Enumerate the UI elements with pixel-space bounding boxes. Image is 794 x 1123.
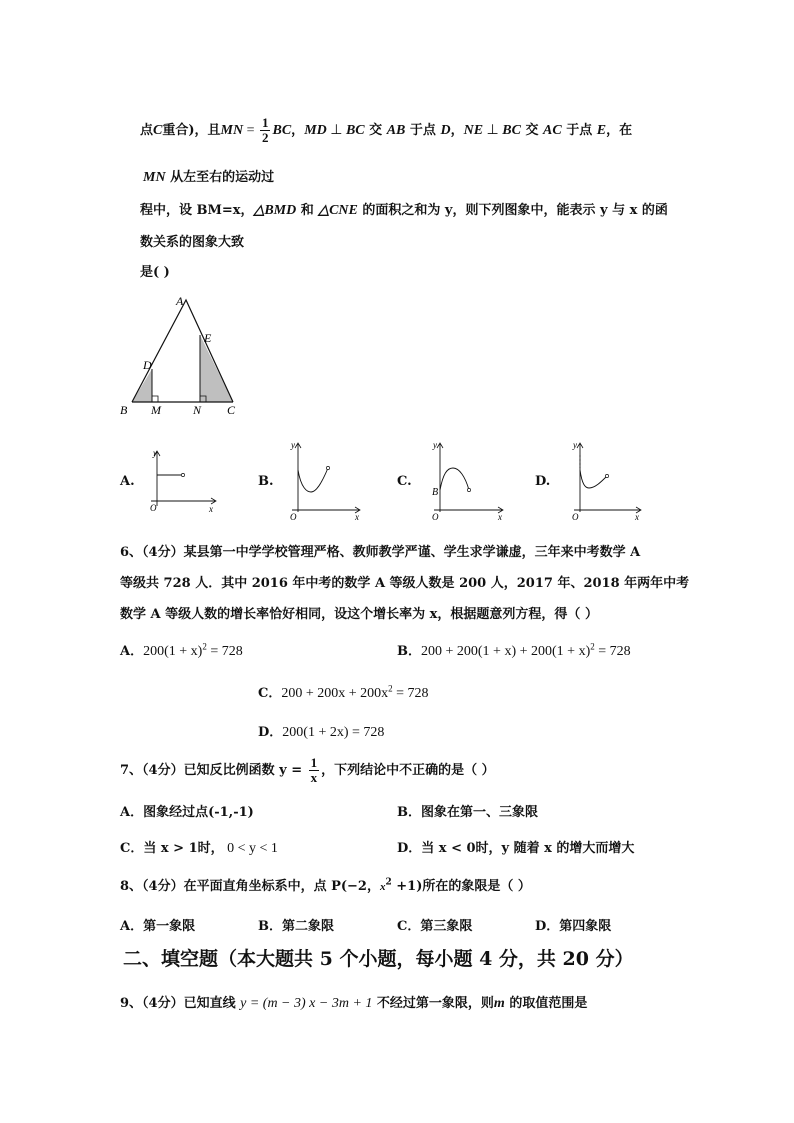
q8-option-A[interactable]: A．第一象限 — [120, 919, 196, 934]
var-C: C — [153, 123, 163, 138]
q9-stem: 9、（4分）已知直线 y = (m − 3) x − 3m + 1 不经过第一象限，则m 的取值范围是 — [120, 996, 588, 1011]
graph-option-A — [145, 448, 220, 516]
var-BC: BC — [272, 123, 292, 138]
q6-line3: 数学 A 等级人数的增长率恰好相同，设这个增长率为 x，根据题意列方程，得（ ） — [120, 607, 598, 622]
triangle-CNE: △CNE — [318, 203, 358, 218]
graph-option-D — [565, 440, 645, 522]
q7-option-D[interactable]: D．当 x < 0时，y 随着 x 的增大而增大 — [397, 841, 635, 856]
svg-text:y: y — [153, 448, 157, 458]
q7-option-C[interactable]: C．当 x > 1时， 0 < y < 1 — [120, 841, 278, 856]
q5-line4: 数关系的图象大致 — [140, 235, 245, 250]
svg-text:x: x — [635, 512, 639, 522]
label-C: C — [227, 403, 236, 417]
graph-option-A-label[interactable]: A. — [120, 474, 135, 489]
svg-text:x: x — [209, 504, 213, 514]
label-E: E — [204, 331, 212, 345]
q7-stem: 7、（4分）已知反比例函数 y = $\frac{1}{x}$ ，下列结论中不正确的是（ ） — [120, 755, 495, 785]
q6-line2: 等级共 728 人．其中 2016 年中考的数学 A 等级人数是 200 人，2017 年、2018 年两年中考 — [120, 576, 690, 591]
label-B: B — [120, 403, 128, 417]
q5-line3: 程中，设 BM=x，△BMD 和 △CNE 的面积之和为 y，则下列图象中，能表示 y 与 x 的函 — [140, 203, 668, 218]
svg-text:B: B — [432, 487, 439, 498]
label-A: A — [176, 294, 184, 308]
triangle-figure — [120, 290, 250, 420]
q5-line5: 是( ) — [140, 265, 170, 280]
triangle-BMD: △BMD — [253, 203, 297, 218]
q5-text: 点 — [140, 123, 154, 138]
svg-text:y: y — [291, 440, 295, 450]
svg-text:O: O — [432, 512, 439, 522]
svg-text:x: x — [355, 512, 359, 522]
q6-option-C[interactable]: C．$200 + 200x + 200x^2 = 728$ — [258, 683, 429, 701]
graph-option-B-label[interactable]: B. — [258, 474, 274, 489]
q7-option-B[interactable]: B．图象在第一、三象限 — [397, 805, 538, 820]
svg-text:O: O — [150, 503, 157, 513]
q5-line2: MN 从左至右的运动过 — [143, 170, 275, 185]
svg-text:O: O — [572, 512, 579, 522]
var-MN: MN — [220, 123, 244, 138]
graph-option-B — [283, 440, 363, 522]
fraction-1-over-x: $\frac{1}{x}$ — [310, 755, 318, 785]
q5-text: 重合)，且 — [162, 123, 221, 138]
q8-option-D[interactable]: D．第四象限 — [535, 919, 612, 934]
svg-text:y: y — [433, 440, 437, 450]
label-M: M — [151, 403, 161, 417]
section-heading: 二、填空题（本大题共 5 个小题，每小题 4 分，共 20 分） — [123, 948, 634, 970]
q8-option-B[interactable]: B．第二象限 — [258, 919, 334, 934]
svg-text:O: O — [290, 512, 297, 522]
q8-stem: 8、（4分）在平面直角坐标系中，点 P(−2，$x^2 +1$)所在的象限是（ ） — [120, 877, 531, 894]
label-D: D — [143, 358, 152, 372]
graph-option-C-label[interactable]: C. — [397, 474, 412, 489]
svg-text:y: y — [573, 440, 577, 450]
label-N: N — [193, 403, 202, 417]
q6-line1: 6、（4分）某县第一中学学校管理严格、教师教学严谨、学生求学谦虚，三年来中考数学 A — [120, 545, 641, 560]
q6-option-A[interactable]: A．$200(1 + x)^2 = 728$ — [120, 641, 243, 659]
q8-option-C[interactable]: C．第三象限 — [397, 919, 473, 934]
q7-option-A[interactable]: A．图象经过点(-1,-1) — [120, 805, 254, 820]
equals: = — [243, 123, 258, 138]
right-angle-mark-M — [152, 396, 158, 402]
fraction-half: $\frac{1}{2}$ — [261, 115, 269, 145]
graph-option-C — [425, 440, 510, 522]
var-MD: MD — [304, 123, 327, 138]
q6-option-D[interactable]: D．200(1 + 2x) = 728 — [258, 725, 385, 740]
graph-option-D-label[interactable]: D. — [535, 474, 551, 489]
q5-line1: 点C重合)，且MN = $\frac{1}{2}$ BC，MD ⊥ BC 交 AB 于点 D，NE ⊥ BC 交 AC 于点 E，在 — [140, 115, 633, 145]
q6-option-B[interactable]: B．$200 + 200(1 + x) + 200(1 + x)^2 = 728$ — [397, 641, 631, 659]
svg-text:x: x — [498, 512, 502, 522]
